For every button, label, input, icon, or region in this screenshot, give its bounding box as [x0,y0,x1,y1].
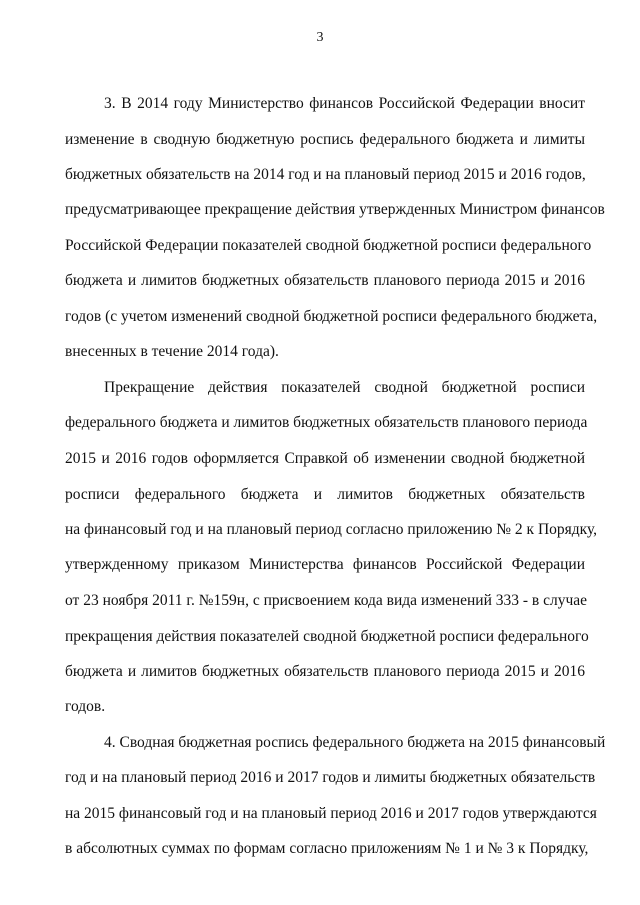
text-line: изменение в сводную бюджетную роспись федерального бюджета и лимиты [65,131,585,148]
text-line: внесенных в течение 2014 года). [65,343,279,360]
text-line: федерального бюджета и лимитов бюджетных обязательств планового периода [65,414,588,431]
text-line: бюджета и лимитов бюджетных обязательств планового периода 2015 и 2016 [65,272,585,289]
text-line: бюджетных обязательств на 2014 год и на плановый период 2015 и 2016 годов, [65,166,586,183]
text-line: от 23 ноября 2011 г. №159н, с присвоением кода вида изменений 333 - в случае [65,592,588,609]
text-line: Прекращение действия показателей сводной бюджетной росписи [104,379,585,396]
text-line: на 2015 финансовый год и на плановый период 2016 и 2017 годов утверждаются [65,805,597,822]
text-line: росписи федерального бюджета и лимитов бюджетных обязательств [65,486,585,503]
text-line: годов. [65,698,106,715]
text-line: годов (с учетом изменений сводной бюджетной росписи федерального бюджета, [65,308,598,325]
text-line: 4. Сводная бюджетная роспись федерального бюджета на 2015 финансовый [104,734,606,751]
text-line: Российской Федерации показателей сводной бюджетной росписи федерального [65,237,592,254]
text-line: 3. В 2014 году Министерство финансов Российской Федерации вносит [104,95,585,112]
text-line: бюджета и лимитов бюджетных обязательств планового периода 2015 и 2016 [65,663,585,680]
text-line: 2015 и 2016 годов оформляется Справкой об изменении сводной бюджетной [65,450,585,467]
text-line: утвержденному приказом Министерства финансов Российской Федерации [65,556,585,573]
page-number: 3 [316,30,324,45]
text-line: на финансовый год и на плановый период согласно приложению № 2 к Порядку, [65,521,598,538]
text-line: предусматривающее прекращение действия утвержденных Министром финансов [65,201,605,218]
text-line: год и на плановый период 2016 и 2017 годов и лимиты бюджетных обязательств [65,769,596,786]
text-line: прекращения действия показателей сводной бюджетной росписи федерального [65,628,589,645]
text-line: в абсолютных суммах по формам согласно приложениям № 1 и № 3 к Порядку, [65,840,589,857]
